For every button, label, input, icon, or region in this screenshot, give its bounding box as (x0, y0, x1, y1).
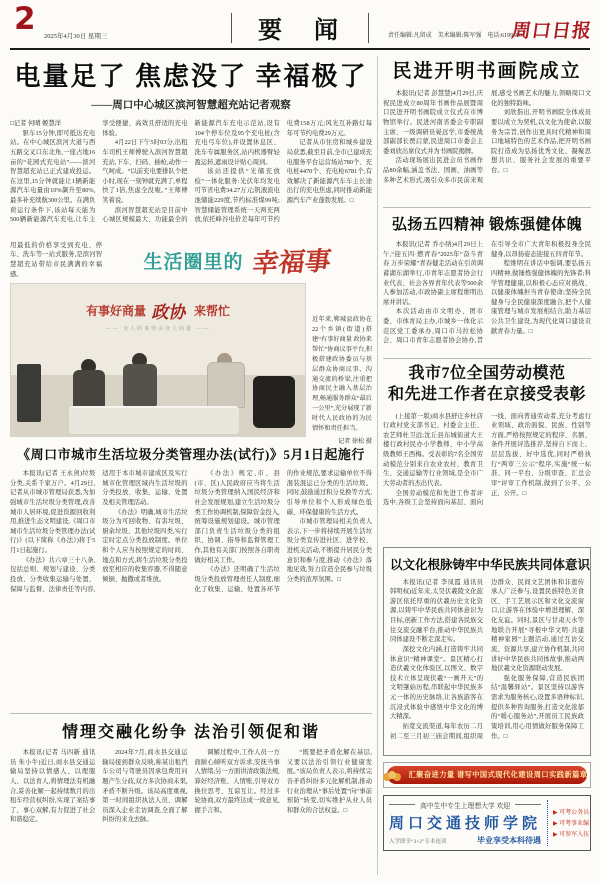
college-ad-tagline: 高中生中专生上理想大学 欢迎 (419, 802, 511, 810)
college-ad-benefit: 毕业享受本科待遇 (477, 835, 542, 845)
unity-headline: 以文化根脉铸牢中华民族共同体意识 (390, 557, 591, 572)
waste-body-text: 本报讯(记者 王永剑)垃圾分类,关系千家万户。4月29日,记者从市城市管理局获悉,为加强城市生活垃圾分类管理,改善城市人居环境,促进资源回收利用,推进生态文明建设,《周口市城市生活垃圾分类管理办法(试行)》(以下简称《办法》)将于5月1日起施行。 《办法》共六章三十八条,包括总则、规划与建设、分类投放、分类收集运输与处置、保障与监督、法律责任等内容,适用于本市城市建成区及实行城市化管理区域内生活垃圾的分类投放、收集、运输、处置及相关管理活动。 《办法》明确,城市生活垃圾分为可回收物、有害垃圾、厨余垃圾、其他垃圾四类,实行定时定点分类投放制度。单位和个人应当按照规定的时间、地点和方式,将生活垃圾分类投放至相应的收集容器,不得随意倾倒、抛撒或者堆放。 《办法》规定,市、县(市、区)人民政府应当将生活垃圾分类管理纳入国民经济和社会发展规划,建立生活垃圾分类工作协调机制,保障资金投入,统筹设施规划建设。城市管理部门负责生活垃圾分类的组织、协调、指导和监督管理工作,其他有关部门按照各自职责做好相关工作。 《办法》还明确了生活垃圾分类投放管理责任人制度,细化了收集、运输、处置各环节的作业规范,要求运输单位不得混装混运已分类的生活垃圾。同时,鼓励通过积分兑换等方式,引导单位和个人形成绿色低碳、环保健康的生活方式。 市城市管理局相关负责人表示,下一步将持续开展生活垃圾分类宣传进社区、进学校、进机关活动,不断提升居民分类意识和参与度,推动《办法》落地见效,努力营造全民参与垃圾分类的浓厚氛围。□ (10, 470, 372, 593)
news-photo (10, 283, 306, 437)
horizontal-rule (383, 358, 591, 359)
lead-subhead: ——周口中心城区滨河智慧超充站记者观察 (91, 100, 291, 111)
vertical-divider (231, 13, 232, 43)
decorative-dash (515, 804, 541, 805)
article-model-workers (383, 364, 591, 538)
lead-body-text: □记者 何晴 姬慧洋 驱车15分钟,即可抵达充电站。在中心城区滨河大道与西五路交叉口东北角,一座占地16亩的“花园式充电站”——滨河智慧超充站已正式建成投运。在这里,15分钟就能让1辆新能源汽车电量由10%飙升至80%,最多补充续航300公里。在满负荷运行条件下,该站每天能为500辆新能源汽车充电,让车主享受便捷、高效且舒适的充电体验。 4月22日下午5时03分,出租车司机王师傅驶入滨河智慧超充站,下车、扫码、插枪,动作一气呵成。“以前充电要排队个把小时,现在一刻钟就充满了,单程快了1倍,焦虑全没啦。”王师傅笑着说。 滨河智慧超充站是目前中心城区规模最大、功能最全的新能源汽车充电示范站,设有104个停车位及95个充电桩(含充电弓车位),并设置休息区、洗车专属服务区,站内机器臂轻盈运转,遮雨设计贴心周到。 该站还提供“光储充放检”一体化服务:光伏年均发电可节省电费34.27万元;钒液流电池储能229度,节约标准煤99吨;智慧储能管理系统一天两充两放,依托峰谷电价差每年可节约电费158万元;风光互补路灯每年可节约电费29万元。 记者从市住房和城乡建设局获悉,截至目前,全市已建成充电服务平台运营场站780个、充电桩4470个、充电枪6781个,有效解决了新能源汽车车主长途出行的充电焦虑,同时推动新能源汽车产业蓬勃发展。□ (10, 120, 372, 224)
college-ad-main (389, 800, 541, 846)
banner-prefix-text: 生活圈里的 (143, 250, 244, 273)
model-workers-headline (383, 364, 591, 406)
header-rule (10, 48, 590, 50)
wusi-headline: 弘扬五四精神 锻炼强健体魄 (391, 217, 583, 233)
page-number: 2 (14, 1, 36, 37)
slogan-text: 汇聚奋进力量 谱写中国式现代化建设周口实践新篇章 (408, 770, 588, 779)
lead-continuation-text: 用最低的价格享受到充电、停车、洗车等一站式服务,是滨河智慧超充站带给市民满满的幸福感。 (10, 241, 102, 278)
photo-speaker-shape (17, 364, 41, 422)
photo-banner-brand: 政协 (150, 303, 189, 322)
horizontal-rule (383, 207, 591, 208)
photo-banner-subtitle: —— 众人的事情由众人商量 —— (105, 327, 211, 332)
section-title-block (231, 10, 369, 45)
photo-table-shape (69, 406, 239, 434)
college-ad-bullets: ▶ 可考公务员 ▶ 可考事业编 ▶ 可参军入伍 (547, 800, 589, 846)
article-waste-regulation (10, 444, 372, 707)
college-ad-bottom-row (389, 835, 541, 846)
column-divider (377, 56, 378, 875)
date-line: 2025年4月30日 星期三 (44, 33, 108, 40)
left-column (10, 56, 372, 874)
photo-banner-right: 来帮忙 (194, 304, 231, 318)
horizontal-rule (10, 713, 372, 714)
model-workers-headline-line2: 和先进工作者在京接受表彰 (387, 385, 586, 403)
mediation-headline: 情理交融化纷争 法治引领促和谐 (61, 724, 320, 741)
photo-credit: 记者 徐松 摄 (337, 438, 372, 446)
college-ad-tagline-row (389, 800, 541, 810)
slogan-banner-box (383, 762, 591, 788)
photo-person (207, 362, 245, 408)
waste-headline: 《周口市城市生活垃圾分类管理办法(试行)》5月1日起施行 (17, 447, 365, 462)
article-unity-boxed (383, 547, 591, 756)
photo-person (123, 364, 157, 406)
photo-banner (11, 298, 305, 332)
model-workers-headline-line1: 我市7位全国劳动模范 (408, 365, 566, 382)
masthead (0, 1, 600, 48)
slogan-banner (387, 766, 587, 784)
minjin-body-text: 本报讯(记者 彭慧慧)4月29日,庆祝民进成立80周年书画作品展暨周口民进开明书画院成立仪式在市博物馆举行。民进河南省委会专职副主席、一级调研员晏远学,市委统战部副部长贾启蒙,民进周口市委会主委刘欣出席仪式并为书画院揭牌。 活动现场展出民进会员书画作品80余幅,涵盖书法、国画、油画等多种艺术形式,吸引众多市民前来观展,感受书画艺术的魅力,领略周口文化的独特韵味。 刘欣指出,开明书画院全体成员要以成立为契机,以文化为使命,以服务为宗旨,创作出更具时代精神和周口地域特色的艺术作品,把开明书画院打造成为弘扬优秀文化、凝聚思想共识、服务社会发展的重要平台。□ (383, 90, 591, 184)
minjin-headline: 民进开明书画院成立 (392, 61, 582, 82)
photo-caption (312, 283, 372, 446)
newspaper-logo: 周口日报 (510, 21, 594, 42)
article-minjin (383, 56, 591, 201)
college-name: 周口交通技师学院 (389, 815, 542, 832)
right-column (383, 56, 591, 851)
decorative-dash (389, 804, 415, 805)
photo-banner-left: 有事好商量 (85, 304, 146, 318)
mediation-body-text: 本报讯(记者 马四新 通讯员 朱小牛)近日,商水县交通运输局坚持以情感人、以理服人、以法育人,将情理法有机融合,妥善化解一起持续数月的出租车经营权纠纷,实现了案结事了、事心双解,有力促进了社会和谐稳定。 2024年7月,商水县交通运输局接到群众反映,称某出租汽车公司与驾驶员因承包费用问题产生分歧,双方多次协商未果,矛盾不断升级。该局高度重视,第一时间组织执法人员、调解员深入企业走访调查,全面了解纠纷的来龙去脉。 调解过程中,工作人员一方面耐心倾听双方诉求,安抚当事人情绪;另一方面讲清政策法规,算好经济账、人情账,引导双方换位思考、互谅互让。经过多轮协商,双方最终达成一致意见,握手言和。 “既要把矛盾化解在基层,又要以法治引领行业健康发展。”该局负责人表示,将持续完善矛盾纠纷多元化解机制,推动行业治理从“事后处置”向“事前预防”转变,切实维护从业人员和群众的合法权益。□ (10, 749, 372, 824)
section-title: 要 闻 (258, 18, 342, 44)
model-workers-body-text: (上接第一版)商水县舒庄乡杜店行政村党支部书记、村委会主任、农艺师杜卫远;沈丘县东城街道大王楼行政村民办小学教师、中小学高级教师王西梅。受表彰的7名全国劳动模范分别来自农业农村、教育卫生、交通运输等行业领域,是全市广大劳动者的杰出代表。 全国劳动模范和先进工作者评选中,各级工会坚持面向基层、面向一线、面向普通劳动者,充分考虑行业领域、政治面貌、民族、性别等方面,严格按照规定的程序、名额、条件开展评选推荐,坚持自下而上、层层选拔、好中选优,同时严格执行“两审三公示”程序,实施“统一标准、同一平台、分级审查、汇总会审”评审工作机制,做到了公平、公正、公开。□ (383, 412, 591, 507)
photo-caption-text: 近年来,郸城县政协在22个乡镇(街道)搭建“有事好商量 政协来帮忙”协商议事平台,积极搭建政协委员与基层群众协商议事、沟通交流的桥梁,注重把协商民主融入基层治理,畅通服务群众“最后一公里”,充分展现了新时代人民政协的为民情怀和责任担当。 (312, 316, 372, 433)
article-mediation (10, 719, 372, 874)
photo-chair-shape (253, 376, 295, 428)
lead-banner-row (10, 242, 372, 278)
unity-body-text: 本报讯(记者 李凤霞 通讯员 韩明权)近年来,太昊伏羲陵文化旅游区依托厚重的伏羲历史文化资源,以铸牢中华民族共同体意识为目标,创新工作方法,搭建各民族交往交流交融平台,推动中华民族共同体建设不断走深走实。 深挖文化内涵,打造铸牢共同体意识“精神课堂”。景区精心打造伏羲文化体验区,以图文、数字技术立体呈现伏羲“一画开天”的文明肇始历程,串联起中华民族多元一体的历史脉络,让各族游客在沉浸式体验中感悟中华文化的博大精深。 拓宽交流渠道,每年农历二月初二至三月初三庙会期间,组织周边群众、民间文艺团体和非遗传承人广泛参与,设置民族特色美食区、手工艺展示区和文化交流窗口,让游客在体验中增进理解、深化友谊。同时,景区与甘肃天水等地联合开展“寻根中华文明·共建精神家园”主题活动,通过互访交流、资源共享,建立协作机制,共同讲好中华民族共同体故事,推动两地伏羲文化资源联动发展。 强化服务保障,营造民族团结“温馨驿站”。景区坚持以游客需求为服务核心,设置多语种标识,提供多种咨询服务,打造文化浓郁的“暖心服务站”,开展员工民族政策培训,用心用情做好服务保障工作。□ (390, 578, 584, 740)
photo-person (73, 370, 105, 410)
lead-headline: 电量足了 焦虑没了 幸福极了 (14, 62, 368, 91)
editors-line: 责任编辑:凡留成 美术编辑:陈军强 电话:6199506 (387, 33, 522, 39)
happiness-banner (102, 242, 372, 279)
college-ad (383, 795, 591, 851)
crowd-icon (388, 771, 396, 779)
banner-highlight-text: 幸福事 (249, 246, 333, 279)
photo-row (10, 283, 372, 446)
vertical-divider (368, 13, 369, 43)
wusi-body-text: 本报讯(记者 乔小纳)4月29日上午,“迎五四·燃青春”2025年“奋斗青春 万步荣耀”青春健走活动在引黄调蓄湖东湖举行,市青年志愿者协会行业代表、社会各界青年代表等500余人参加活动,市政协副主席程维明出席并讲话。 本次活动由市文明办、团市委、市体育局主办,市城乡一体化示范区党工委承办,周口市马拉松协会、周口市青年志愿者协会协办,旨在引导全市广大青年积极投身全民健身,以昂扬姿态迎接五四青年节。 程维明在讲话中强调,要弘扬五四精神,做锤炼强健体魄的先锋者;科学管理健康,以积极心态应对挑战、以健康体魄担当青春使命;坚持全民健身与全民健康深度融合,把个人健康管理与城市发展相结合,助力基层公共卫生建设,为现代化周口建设贡献青春力量。□ (383, 241, 591, 345)
article-lead (10, 56, 372, 446)
photo-banner-title (11, 298, 305, 323)
article-wusi (383, 213, 591, 352)
college-ad-note: 入学即享“3+2”专本连读 (389, 838, 447, 845)
